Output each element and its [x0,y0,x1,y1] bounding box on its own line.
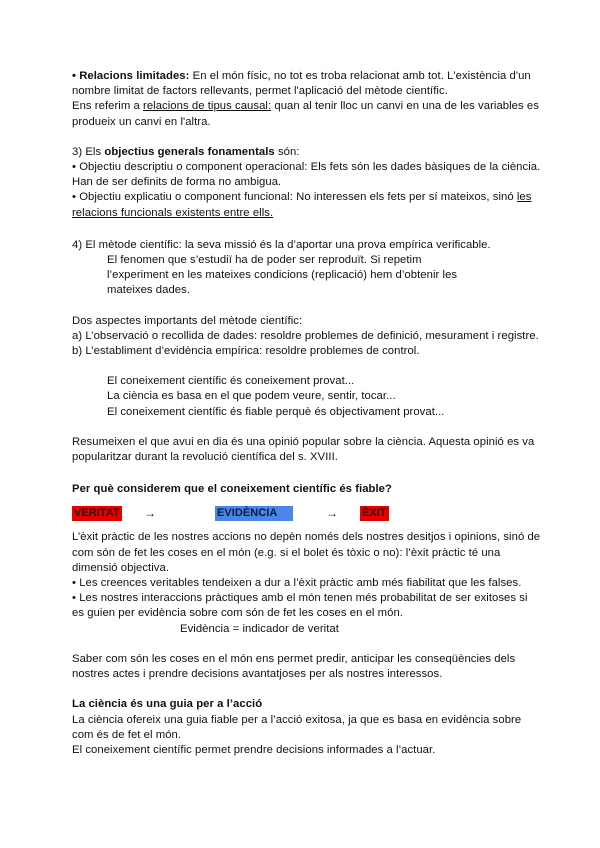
item-b: b) L’establiment d’evidència empírica: resoldre problemes de control. [72,345,420,358]
quote-line: El coneixement científic és fiable perquè és objectivament provat... [107,405,445,418]
indented-line: mateixes dades. [107,284,191,297]
spacer [72,221,542,238]
underlined-phrase: relacions de tipus causal: [143,100,272,113]
paragraph-relacions-causals [72,99,542,129]
spacer [72,299,542,314]
text-span: • Objectiu explicatiu o component funcional: No interessen els fets per sí mateixos, sinó [72,191,517,204]
paragraph-metode-cientific: 4) El mètode científic: la seva missió és la d’aportar una prova empírica verificable. [72,238,491,251]
chip-exit: ÈXIT [362,507,387,520]
spacer [72,523,542,530]
spacer [72,130,542,145]
text-span: Ens referim a [72,100,144,113]
quote-line: La ciència es basa en el que podem veure, sentir, tocar... [107,390,396,403]
paragraph-relacions-limitades [72,69,542,99]
spacer [72,420,542,435]
paragraph-aspectes: Dos aspectes importants del mètode científic: [72,314,303,327]
underlined-phrase: les relacions funcionals existents entre ells. [72,191,532,219]
spacer [72,359,542,374]
document-page [72,69,542,758]
spacer [72,682,542,697]
bullet-creences: • Les creences veritables tendeixen a dur a l’èxit pràctic amb més fiabilitat que les falses. [72,577,522,590]
text-span: quan al tenir lloc un canvi en una de les variables es produeix un canvi en l'altra. [72,100,539,128]
chip-veritat: VERITAT [74,507,120,520]
indented-line: El fenomen que s’estudiï ha de poder ser reproduït. Si repetim [107,254,422,267]
spacer [72,637,542,652]
paragraph-text: En el món físic, no tot es troba relacionat amb tot. L'existència d'un nombre limitat de factors rellevants, permet l'aplicació del mètode científic. [72,70,531,98]
bullet-objectiu-descriptiu: • Objectiu descriptiu o component operacional: Els fets són les dades bàsiques de la ciència. Han de ser definits de forma no ambigua. [72,161,541,189]
flow-diagram [72,506,542,523]
paragraph-objectius [72,145,542,160]
formula-line: Evidència = indicador de veritat [180,622,339,635]
section-heading: La ciència és una guia per a l’acció [72,698,263,711]
section-heading: Per què considerem que el coneixement científic és fiable? [72,483,392,496]
bullet-objectiu-explicatiu [72,190,542,220]
text-span: 3) Els [72,145,105,158]
term-objectius: objectius generals fonamentals [104,145,275,158]
arrow-right-icon: → [326,506,339,521]
paragraph-saber: Saber com són les coses en el món ens permet predir, anticipar les conseqüències dels nostres actes i prendre decisions avantatjoses per als nostres interessos. [72,652,516,681]
spacer [72,465,542,482]
arrow-right-icon: → [144,506,157,521]
paragraph-guia: La ciència ofereix una guia fiable per a l’acció exitosa, ja que es basa en evidència sobre com és de fet el món. [72,713,522,741]
paragraph-resumeixen: Resumeixen el que avui en dia és una opinió popular sobre la ciència. Aquesta opinió es va popularitzar durant la revolució científica del s. XVIII. [72,435,535,464]
term-relacions-limitades: • Relacions limitades: [72,70,190,82]
indented-line: l’experiment en les mateixes condicions (replicació) hem d’obtenir les [107,269,458,282]
text-span: són: [274,145,300,158]
paragraph-exit-practic: L’èxit pràctic de les nostres accions no depèn només dels nostres desitjos i opinions, sinó de com són de fet les coses en el món (e.g. si el bolet és tòxic o no): l’èxit pràctic té una dimensió objectiva. [72,531,541,574]
chip-evidencia: EVIDÈNCIA [215,506,293,521]
item-a: a) L’observació o recollida de dades: resoldre problemes de definició, mesurament i registre. [72,329,539,342]
paragraph-decisions: El coneixement científic permet prendre decisions informades a l’actuar. [72,743,436,756]
bullet-interaccions: • Les nostres interaccions pràctiques amb el món tenen més probabilitat de ser exitoses si es guien per evidència sobre com són de fet les coses en el món. [72,592,528,620]
quote-line: El coneixement científic és coneixement provat... [107,375,355,388]
